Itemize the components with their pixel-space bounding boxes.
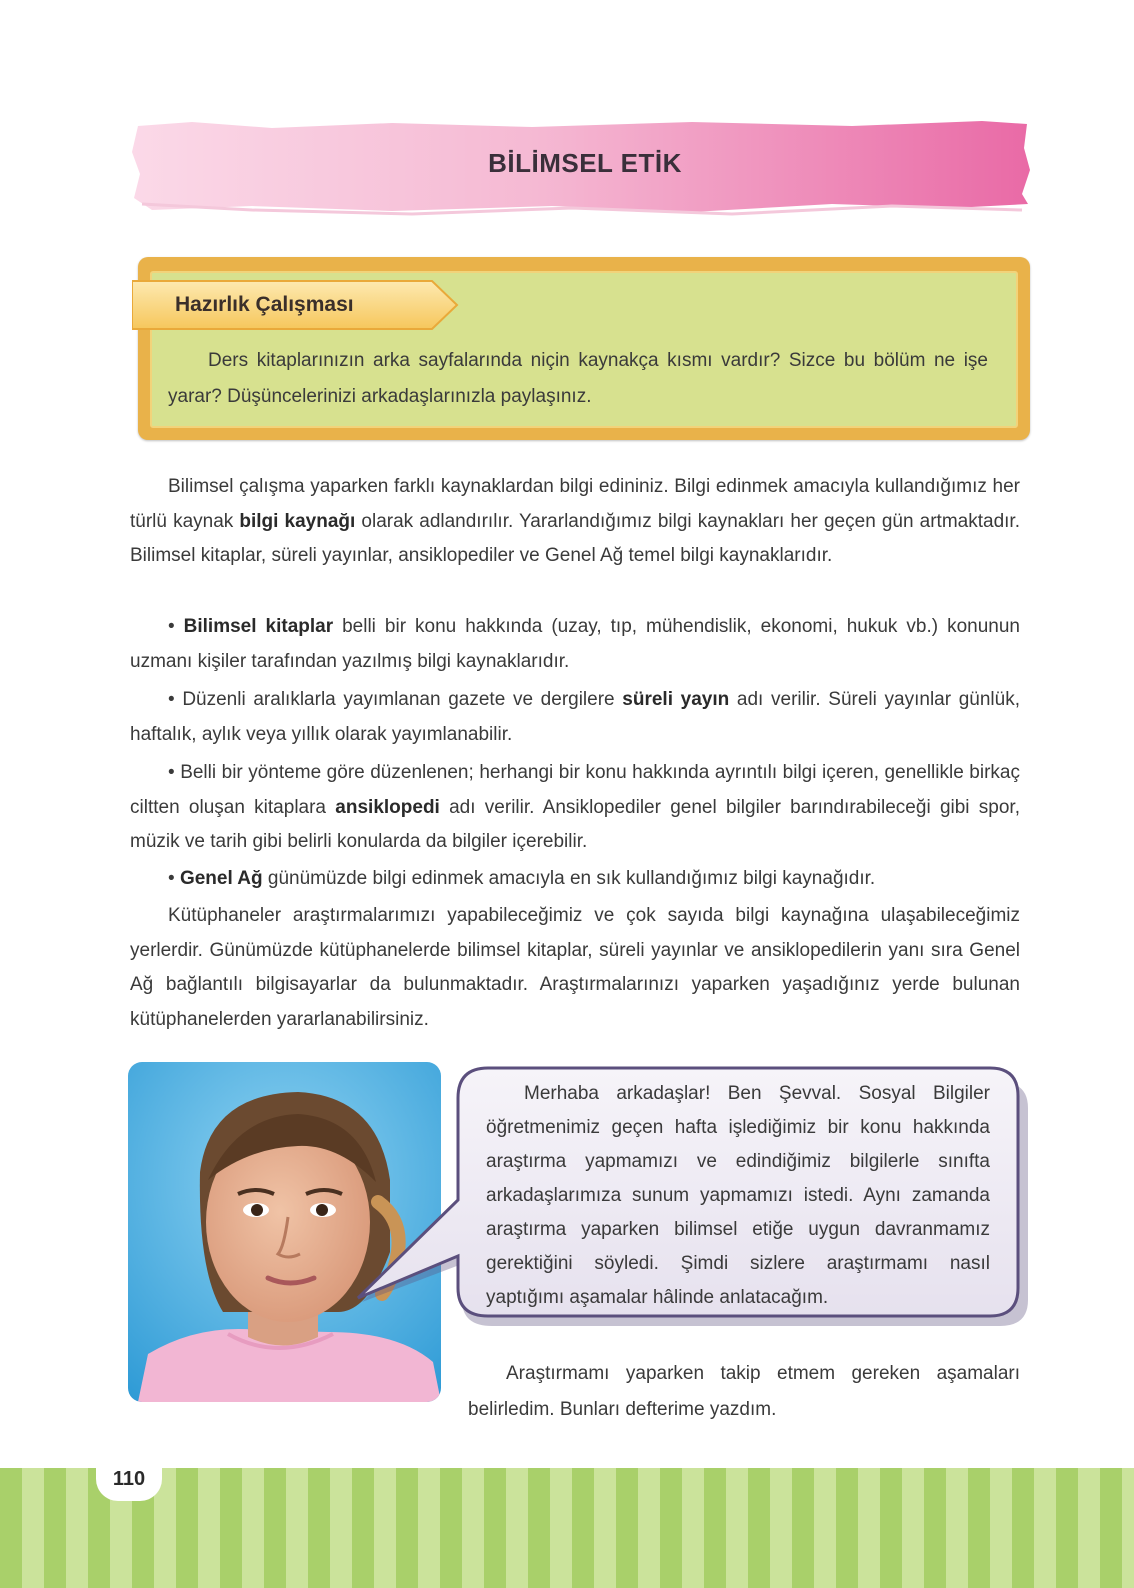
bold-term: Genel Ağ: [179, 868, 263, 889]
bold-term: ansiklopedi: [335, 796, 440, 818]
text-span: adı verilir. Süreli yayınlar günlük, haftalık, aylık veya yıllık olarak yayımlanabilir.: [130, 689, 1021, 745]
text-span: belli bir konu hakkında (uzay, tıp, mühendislik, ekonomi, hukuk vb.) konunun uzmanı kişiler tarafından yazılmış bilgi kaynaklarıdır.: [130, 616, 1021, 672]
bullet-icon: •: [168, 762, 181, 783]
bold-term: süreli yayın: [622, 689, 730, 710]
bullet-icon: •: [168, 616, 184, 637]
bold-term: bilgi kaynağı: [239, 510, 356, 532]
paragraph-information-sources: [130, 470, 1020, 574]
speech-bubble-text: [486, 1077, 990, 1315]
bullet-periodicals: [130, 683, 1020, 752]
bold-term: Bilimsel kitaplar: [183, 616, 334, 637]
bullet-internet: [130, 862, 1020, 897]
preparation-heading: Hazırlık Çalışması: [175, 293, 354, 316]
speech-bubble-content: Merhaba arkadaşlar! Ben Şevval. Sosyal Bilgiler öğretmenimiz geçen hafta işlediğimiz bir konu hakkında araştırma yapmamızı ve edindiğimiz bilgilerle sınıfta arkadaşlarımıza sunum yapmamızı istedi. Aynı zamanda araştırma yaparken bilimsel etiğe uygun davranmamız gerektiğini söyledi. Şimdi sizlere araştırmamı nasıl yaptığımı aşamalar hâlinde anlatacağım.: [486, 1083, 990, 1308]
text-span: olarak adlandırılır. Yararlandığımız bilgi kaynakları her geçen gün artmaktadır. Bilimsel kitaplar, süreli yayınlar, ansiklopediler ve Genel Ağ temel bilgi kaynaklarıdır.: [130, 510, 1020, 566]
text-span: Bilimsel çalışma yaparken farklı kaynaklardan bilgi edininiz. Bilgi edinmek amacıyla kullandığımız her türlü kaynak: [130, 476, 1020, 532]
text-span: günümüzde bilgi edinmek amacıyla en sık kullandığımız bilgi kaynağıdır.: [262, 868, 876, 889]
preparation-text-content: Ders kitaplarınızın arka sayfalarında niçin kaynakça kısmı vardır? Sizce bu bölüm ne işe yarar? Düşüncelerinizi arkadaşlarınızla paylaşınız.: [168, 350, 988, 407]
bullet-scientific-books: [130, 610, 1020, 679]
text-span: adı verilir. Ansiklopediler genel bilgiler barındırabileceği gibi spor, müzik ve tarih gibi belirli konularda da bilgiler içerebilir.: [130, 796, 1020, 852]
text-span: Belli bir yönteme göre düzenlenen; herhangi bir konu hakkında ayrıntılı bilgi içeren, genellikle birkaç ciltten oluşan kitaplara: [130, 762, 1020, 818]
text-span: Kütüphaneler araştırmalarımızı yapabileceğimiz ve çok sayıda bilgi kaynağına ulaşabileceğimiz yerlerdir. Günümüzde kütüphanelerde bilimsel kitaplar, süreli yayınlar ve ansiklopedilerin yanı sıra Genel Ağ bağlantılı bilgisayarlar da bulunmaktadır. Araştırmalarınızı yaparken yaşadığınız yerde bulunan kütüphanelerden yararlanabilirsiniz.: [130, 905, 1020, 1030]
closing-text-content: Araştırmamı yaparken takip etmem gereken aşamaları belirledim. Bunları defterime yazdım.: [468, 1363, 1020, 1420]
preparation-text: [168, 343, 988, 415]
footer-stripes: [0, 1468, 1134, 1588]
bullet-icon: •: [168, 868, 180, 889]
bullet-encyclopedia: [130, 756, 1020, 860]
page-title: BİLİMSEL ETİK: [488, 148, 682, 178]
page-number: 110: [96, 1457, 162, 1501]
paragraph-libraries: [130, 899, 1020, 1037]
bullet-icon: •: [168, 689, 183, 710]
text-span: Düzenli aralıklarla yayımlanan gazete ve dergilere: [182, 689, 623, 710]
closing-paragraph: [468, 1356, 1020, 1428]
